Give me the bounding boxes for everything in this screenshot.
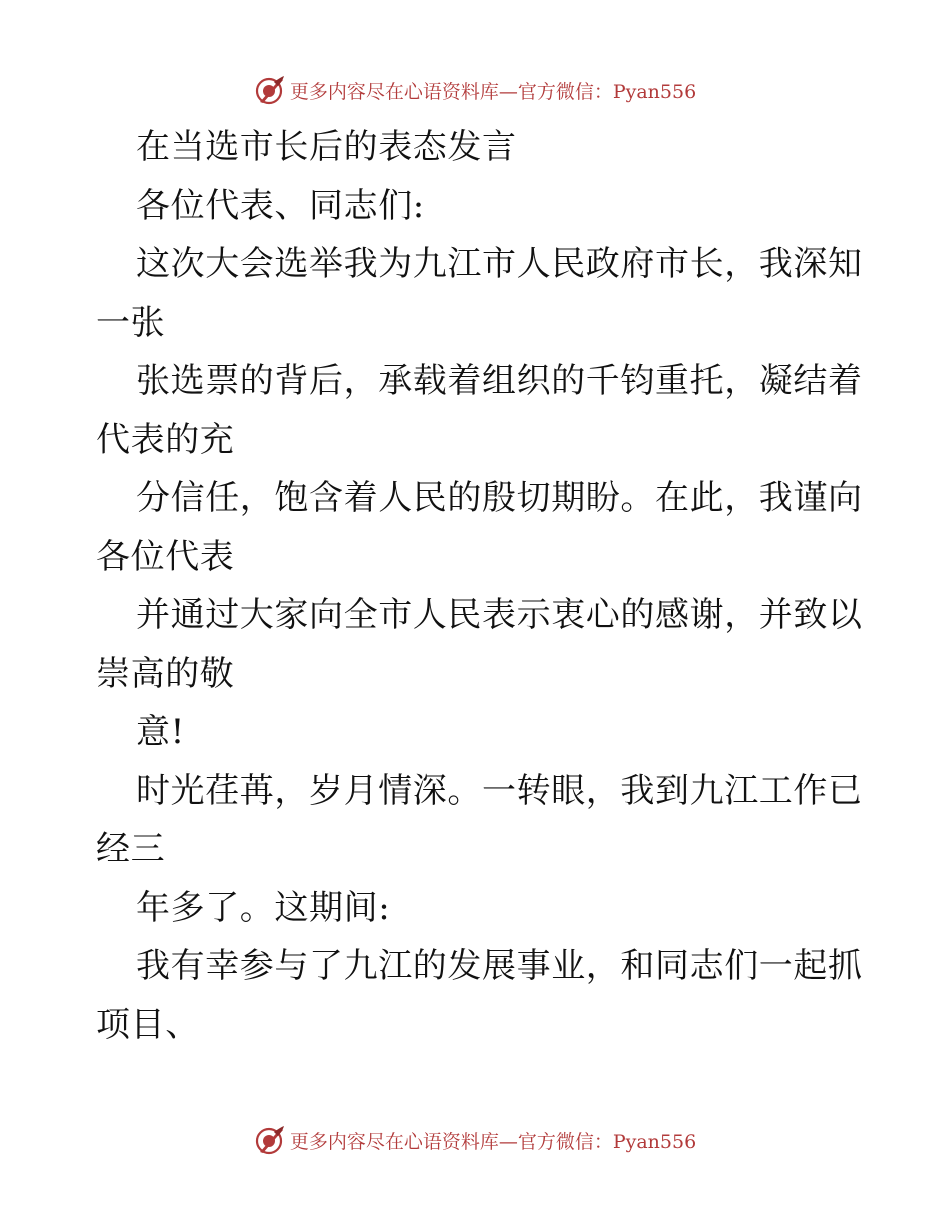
text-line: 分信任，饱含着人民的殷切期盼。在此，我谨向 <box>136 478 863 518</box>
text-line: 我有幸参与了九江的发展事业，和同志们一起抓 <box>136 946 863 986</box>
text-line: 代表的充 <box>96 419 235 460</box>
text-line: 崇高的敬 <box>96 653 235 694</box>
text-line: 经三 <box>96 829 166 869</box>
footer-banner <box>0 1120 950 1160</box>
document-body <box>96 118 863 1054</box>
text-line: 时光荏苒，岁月情深。一转眼，我到九江工作已 <box>136 770 863 811</box>
text-line: 并通过大家向全市人民表示衷心的感谢，并致以 <box>136 595 863 635</box>
header-banner <box>0 70 950 110</box>
text-line: 张选票的背后，承载着组织的千钧重托，凝结着 <box>136 361 863 401</box>
text-line: 各位代表 <box>96 536 235 577</box>
header-text: 更多内容尽在心语资料库—官方微信：Pyan556 <box>289 80 697 103</box>
quill-pen-logo-icon <box>254 74 286 106</box>
text-line: 意! <box>136 712 185 752</box>
text-line: 这次大会选举我为九江市人民政府市长，我深知 <box>136 244 863 284</box>
salutation: 各位代表、同志们: <box>136 185 425 226</box>
quill-pen-logo-icon <box>254 1124 286 1156</box>
document-title: 在当选市长后的表态发言 <box>136 127 517 167</box>
footer-text: 更多内容尽在心语资料库—官方微信：Pyan556 <box>289 1130 697 1153</box>
text-line: 项目、 <box>96 1004 200 1045</box>
text-line: 一张 <box>96 302 166 343</box>
text-line: 年多了。这期间: <box>136 887 391 928</box>
